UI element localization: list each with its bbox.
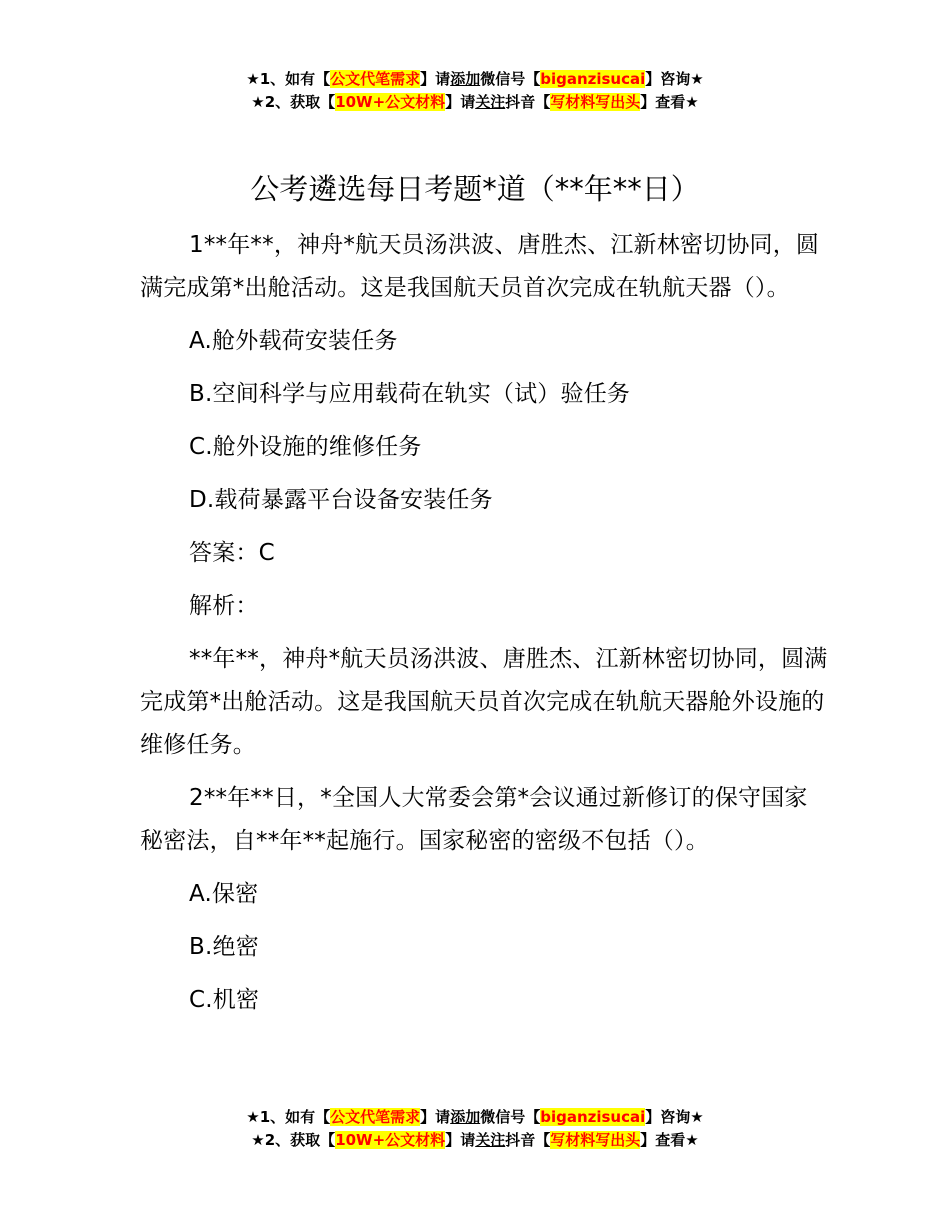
- question-1-option-a: A.舱外载荷安装任务: [189, 328, 398, 354]
- question-1-answer: 答案：C: [189, 540, 275, 566]
- banner-text: ★2、获取【: [251, 1131, 336, 1149]
- banner-text: 】查看★: [640, 1131, 699, 1149]
- highlight-wechat-id: biganzisucai: [540, 70, 646, 88]
- highlight-service: 公文代笔需求: [330, 1108, 421, 1126]
- highlight-wechat-id: biganzisucai: [540, 1108, 646, 1126]
- question-1-option-b: B.空间科学与应用载荷在轨实（试）验任务: [189, 381, 631, 407]
- banner-text: ★2、获取【: [251, 93, 336, 111]
- highlight-service: 公文代笔需求: [330, 70, 421, 88]
- underlined-text: 关注: [475, 1131, 506, 1149]
- banner-text: 】请: [420, 70, 451, 88]
- banner-text: 微信号【: [480, 1108, 541, 1126]
- question-2-option-c: C.机密: [189, 987, 260, 1013]
- header-banner: [0, 68, 950, 114]
- banner-text: 】请: [445, 93, 476, 111]
- question-1-stem: 1**年**，神舟*航天员汤洪波、唐胜杰、江新林密切协同，圆满完成第*出舱活动。这是我国航天员首次完成在轨航天器（）。: [140, 232, 820, 301]
- banner-text: 微信号【: [480, 70, 541, 88]
- underlined-text: 添加: [450, 1108, 481, 1126]
- question-1-analysis: **年**，神舟*航天员汤洪波、唐胜杰、江新林密切协同，圆满完成第*出舱活动。这是我国航天员首次完成在轨航天器舱外设施的维修任务。: [140, 646, 828, 758]
- banner-text: 】咨询★: [645, 70, 704, 88]
- question-1-option-c: C.舱外设施的维修任务: [189, 434, 422, 460]
- banner-text: 】请: [420, 1108, 451, 1126]
- document-body: [140, 224, 830, 1032]
- question-1-option-d: D.载荷暴露平台设备安装任务: [189, 487, 493, 513]
- highlight-materials: 10W+公文材料: [335, 1131, 446, 1149]
- highlight-materials: 10W+公文材料: [335, 93, 446, 111]
- banner-line-2: [0, 91, 950, 114]
- highlight-douyin: 写材料写出头: [550, 93, 641, 111]
- banner-text: 抖音【: [505, 1131, 551, 1149]
- banner-text: ★1、如有【: [246, 70, 331, 88]
- footer-line-2: [0, 1129, 950, 1152]
- highlight-douyin: 写材料写出头: [550, 1131, 641, 1149]
- banner-text: 】咨询★: [645, 1108, 704, 1126]
- banner-line-1: [0, 68, 950, 91]
- banner-text: ★1、如有【: [246, 1108, 331, 1126]
- question-1-analysis-label: 解析：: [189, 593, 259, 619]
- footer-line-1: [0, 1106, 950, 1129]
- underlined-text: 关注: [475, 93, 506, 111]
- question-2-stem: 2**年**日，*全国人大常委会第*会议通过新修订的保守国家秘密法，自**年**起施行。国家秘密的密级不包括（）。: [140, 785, 808, 854]
- underlined-text: 添加: [450, 70, 481, 88]
- page-title: 公考遴选每日考题*道（**年**日）: [250, 172, 700, 206]
- banner-text: 】请: [445, 1131, 476, 1149]
- question-2-option-b: B.绝密: [189, 934, 259, 960]
- footer-banner: [0, 1106, 950, 1152]
- banner-text: 抖音【: [505, 93, 551, 111]
- question-2-option-a: A.保密: [189, 881, 259, 907]
- banner-text: 】查看★: [640, 93, 699, 111]
